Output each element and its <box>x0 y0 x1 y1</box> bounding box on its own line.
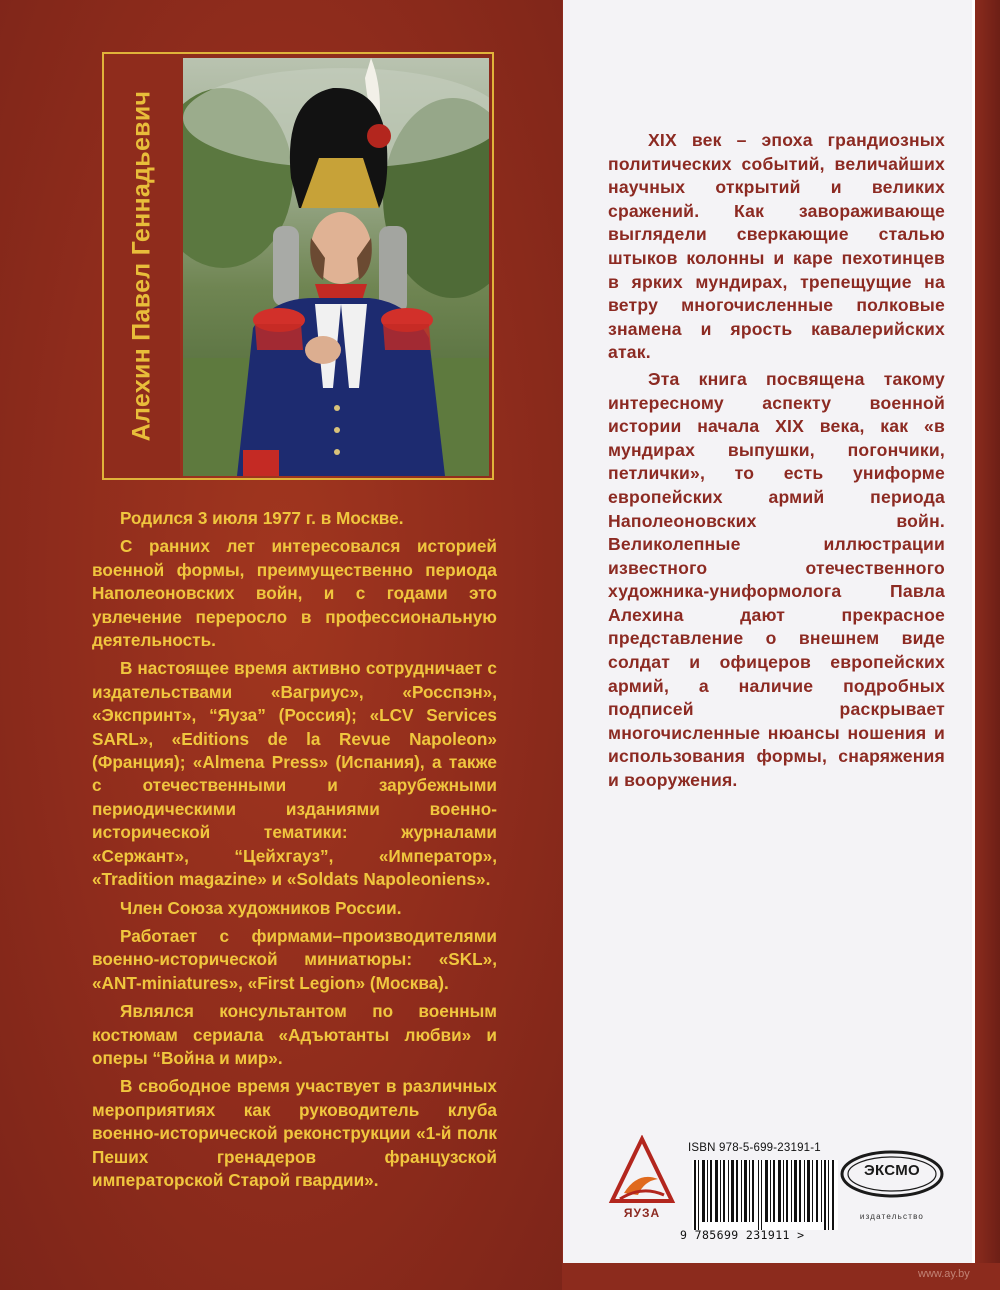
eksmo-publisher-name: ЭКСМО <box>864 1162 920 1179</box>
cover-edge-right <box>975 0 1000 1290</box>
author-name: Алехин Павел Геннадьевич <box>127 90 156 442</box>
author-biography <box>92 507 497 1197</box>
yauza-imprint-label: ЯУЗА <box>623 1206 661 1220</box>
annotation-paragraph-about: Эта книга посвящена такому интересному аспекту военной истории начала XIX века, как «в мундирах выпушки, погончики, петлички», то есть униформе европейских армий периода Наполеоновских войн. Великолепные иллюстрации известного отечественного художника-униформолога Павла Алехина дают прекрасное представление о внешнем виде солдат и офицеров европейских армий, а наличие подробных подписей раскрывает многочисленные нюансы ношения и использования формы, снаряжения и вооружения. <box>608 368 945 791</box>
author-photo <box>183 58 489 476</box>
bio-paragraph-union: Член Союза художников России. <box>120 897 402 918</box>
book-annotation <box>608 129 945 796</box>
isbn-label: ISBN 978-5-699-23191-1 <box>688 1142 821 1154</box>
eksmo-logo-icon <box>838 1148 946 1212</box>
bio-paragraph-publishers: В настоящее время активно сотрудничает с издательствами «Вагриус», «Росспэн», «Экспринт», “Яуза” (Россия); «LCV Services SARL», «Editions de la Revue Napoleon» (Франция); «Almena Press» (Испания), а также с отечественными и зарубежными периодическими изданиями военно-исторической тематики: журналами «Сержант», “Цейхгауз”, «Император», «Tradition magazine» и «Soldats Napoleoniens». <box>92 658 497 890</box>
site-watermark: www.ay.by <box>918 1268 970 1280</box>
bio-paragraph-born: Родился 3 июля 1977 г. в Москве. <box>120 508 404 528</box>
annotation-paragraph-intro: XIX век – эпоха грандиозных политических событий, величайших научных открытий и великих сражений. Как завораживающе выглядели сверкающие сталью штыков колонны и каре пехотинцев в ярких мундирах, трепещущие на ветру многочисленные полковые знамена и ярость кавалерийских атак. <box>608 130 945 363</box>
bio-paragraph-reenactment: В свободное время участвует в различных мероприятиях как руководитель клуба военно-исторической реконструкции «1-й полк Пеших гренадеров французской императорской Старой гвардии». <box>92 1076 497 1190</box>
eksmo-publisher-subtitle: издательство <box>859 1212 925 1221</box>
bio-paragraph-miniatures: Работает с фирмами–производителями военно-исторической миниатюры: «SKL», «ANT-miniatures», «First Legion» (Москва). <box>92 925 497 993</box>
bio-paragraph-interest: С ранних лет интересовался историей военной формы, преимущественно периода Наполеоновских войн, и с годами это увлечение переросло в профессиональную деятельность. <box>92 536 497 651</box>
bio-paragraph-consultant: Являлся консультантом по военным костюмам сериала «Адъютанты любви» и оперы “Война и мир». <box>92 1001 497 1068</box>
barcode-icon <box>692 1160 838 1230</box>
barcode-digits: 9 785699 231911 > <box>680 1228 805 1242</box>
